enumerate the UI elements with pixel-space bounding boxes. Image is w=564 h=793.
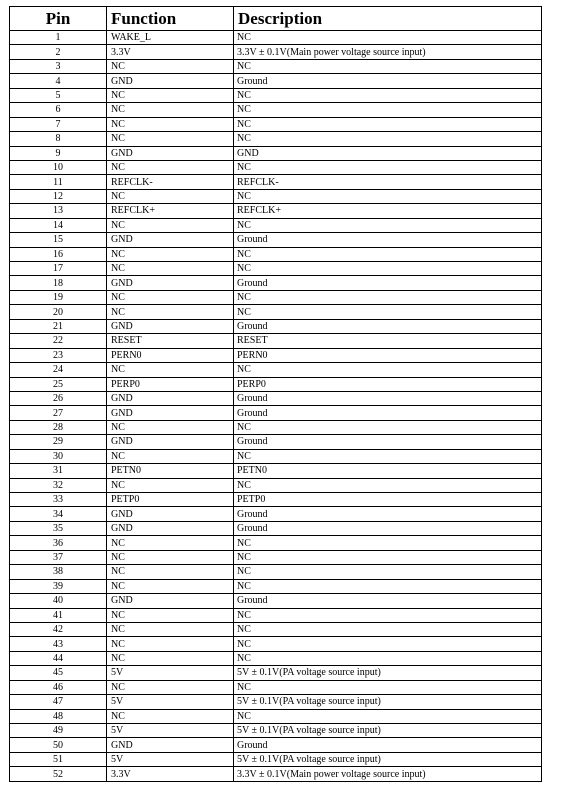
pin-cell: 46 <box>10 680 107 694</box>
table-row <box>10 464 542 478</box>
description-cell: 5V ± 0.1V(PA voltage source input) <box>234 666 542 680</box>
pin-cell: 21 <box>10 319 107 333</box>
pin-cell: 32 <box>10 478 107 492</box>
function-cell: GND <box>107 738 234 752</box>
description-cell: NC <box>234 579 542 593</box>
pin-cell: 25 <box>10 377 107 391</box>
description-cell: NC <box>234 449 542 463</box>
pin-cell: 15 <box>10 233 107 247</box>
table-row <box>10 59 542 73</box>
description-cell: NC <box>234 680 542 694</box>
table-row <box>10 493 542 507</box>
description-cell: REFCLK- <box>234 175 542 189</box>
table-row <box>10 565 542 579</box>
description-cell: NC <box>234 31 542 45</box>
description-cell: NC <box>234 608 542 622</box>
table-row <box>10 651 542 665</box>
table-row <box>10 132 542 146</box>
table-row <box>10 247 542 261</box>
description-cell: PETP0 <box>234 493 542 507</box>
pin-cell: 40 <box>10 594 107 608</box>
description-cell: Ground <box>234 521 542 535</box>
description-cell: NC <box>234 478 542 492</box>
table-row <box>10 218 542 232</box>
description-cell: Ground <box>234 276 542 290</box>
table-row <box>10 695 542 709</box>
description-cell: Ground <box>234 435 542 449</box>
table-header-row <box>10 7 542 31</box>
function-cell: NC <box>107 622 234 636</box>
column-header-description: Description <box>234 7 542 31</box>
pin-assignment-table <box>9 6 542 782</box>
description-cell: 3.3V ± 0.1V(Main power voltage source input) <box>234 767 542 781</box>
description-cell: NC <box>234 709 542 723</box>
description-cell: GND <box>234 146 542 160</box>
pin-cell: 52 <box>10 767 107 781</box>
function-cell: 5V <box>107 666 234 680</box>
pin-cell: 39 <box>10 579 107 593</box>
pin-cell: 18 <box>10 276 107 290</box>
table-row <box>10 103 542 117</box>
table-row <box>10 88 542 102</box>
description-cell: Ground <box>234 594 542 608</box>
table-row <box>10 435 542 449</box>
description-cell: Ground <box>234 74 542 88</box>
table-row <box>10 752 542 766</box>
description-cell: NC <box>234 59 542 73</box>
pin-cell: 44 <box>10 651 107 665</box>
pin-cell: 37 <box>10 550 107 564</box>
table-row <box>10 637 542 651</box>
table-row <box>10 117 542 131</box>
table-row <box>10 767 542 781</box>
description-cell: NC <box>234 247 542 261</box>
description-cell: Ground <box>234 391 542 405</box>
pin-cell: 27 <box>10 406 107 420</box>
table-row <box>10 233 542 247</box>
table-row <box>10 175 542 189</box>
function-cell: PERN0 <box>107 348 234 362</box>
pin-cell: 41 <box>10 608 107 622</box>
table-row <box>10 622 542 636</box>
pin-table-container <box>9 6 542 782</box>
description-cell: RESET <box>234 334 542 348</box>
function-cell: 3.3V <box>107 767 234 781</box>
pin-cell: 10 <box>10 160 107 174</box>
pin-cell: 5 <box>10 88 107 102</box>
pin-cell: 26 <box>10 391 107 405</box>
pin-cell: 11 <box>10 175 107 189</box>
table-row <box>10 521 542 535</box>
description-cell: Ground <box>234 507 542 521</box>
function-cell: PETP0 <box>107 493 234 507</box>
table-row <box>10 724 542 738</box>
description-cell: Ground <box>234 406 542 420</box>
pin-cell: 47 <box>10 695 107 709</box>
function-cell: NC <box>107 103 234 117</box>
pin-cell: 38 <box>10 565 107 579</box>
description-cell: PETN0 <box>234 464 542 478</box>
description-cell: NC <box>234 550 542 564</box>
pin-cell: 35 <box>10 521 107 535</box>
pin-cell: 43 <box>10 637 107 651</box>
function-cell: NC <box>107 536 234 550</box>
function-cell: NC <box>107 637 234 651</box>
pin-cell: 22 <box>10 334 107 348</box>
pin-cell: 14 <box>10 218 107 232</box>
description-cell: PERN0 <box>234 348 542 362</box>
pin-cell: 19 <box>10 290 107 304</box>
table-row <box>10 680 542 694</box>
description-cell: NC <box>234 420 542 434</box>
description-cell: Ground <box>234 233 542 247</box>
table-row <box>10 204 542 218</box>
description-cell: REFCLK+ <box>234 204 542 218</box>
description-cell: NC <box>234 262 542 276</box>
pin-cell: 48 <box>10 709 107 723</box>
function-cell: REFCLK+ <box>107 204 234 218</box>
pin-cell: 6 <box>10 103 107 117</box>
pin-cell: 9 <box>10 146 107 160</box>
table-row <box>10 334 542 348</box>
table-row <box>10 276 542 290</box>
function-cell: REFCLK- <box>107 175 234 189</box>
table-body <box>10 31 542 782</box>
table-row <box>10 507 542 521</box>
function-cell: GND <box>107 319 234 333</box>
column-header-function: Function <box>107 7 234 31</box>
description-cell: 5V ± 0.1V(PA voltage source input) <box>234 752 542 766</box>
description-cell: NC <box>234 622 542 636</box>
description-cell: Ground <box>234 319 542 333</box>
pin-cell: 24 <box>10 363 107 377</box>
table-row <box>10 420 542 434</box>
pin-cell: 12 <box>10 189 107 203</box>
description-cell: NC <box>234 651 542 665</box>
function-cell: 3.3V <box>107 45 234 59</box>
table-row <box>10 146 542 160</box>
table-row <box>10 594 542 608</box>
pin-cell: 31 <box>10 464 107 478</box>
function-cell: PERP0 <box>107 377 234 391</box>
function-cell: NC <box>107 608 234 622</box>
pin-cell: 45 <box>10 666 107 680</box>
function-cell: 5V <box>107 695 234 709</box>
function-cell: NC <box>107 363 234 377</box>
function-cell: NC <box>107 189 234 203</box>
function-cell: NC <box>107 680 234 694</box>
table-row <box>10 290 542 304</box>
table-row <box>10 189 542 203</box>
description-cell: NC <box>234 132 542 146</box>
table-row <box>10 478 542 492</box>
pin-cell: 28 <box>10 420 107 434</box>
description-cell: NC <box>234 290 542 304</box>
table-row <box>10 262 542 276</box>
function-cell: NC <box>107 290 234 304</box>
pin-cell: 30 <box>10 449 107 463</box>
function-cell: NC <box>107 218 234 232</box>
function-cell: GND <box>107 521 234 535</box>
pin-cell: 2 <box>10 45 107 59</box>
function-cell: GND <box>107 435 234 449</box>
description-cell: NC <box>234 305 542 319</box>
description-cell: NC <box>234 189 542 203</box>
pin-cell: 8 <box>10 132 107 146</box>
pin-cell: 17 <box>10 262 107 276</box>
description-cell: NC <box>234 565 542 579</box>
description-cell: NC <box>234 363 542 377</box>
description-cell: NC <box>234 117 542 131</box>
function-cell: GND <box>107 276 234 290</box>
table-row <box>10 45 542 59</box>
function-cell: NC <box>107 262 234 276</box>
function-cell: 5V <box>107 724 234 738</box>
pin-cell: 13 <box>10 204 107 218</box>
pin-cell: 7 <box>10 117 107 131</box>
description-cell: NC <box>234 218 542 232</box>
table-row <box>10 536 542 550</box>
function-cell: NC <box>107 579 234 593</box>
pin-cell: 3 <box>10 59 107 73</box>
table-row <box>10 709 542 723</box>
function-cell: NC <box>107 247 234 261</box>
description-cell: 3.3V ± 0.1V(Main power voltage source input) <box>234 45 542 59</box>
description-cell: NC <box>234 637 542 651</box>
table-row <box>10 449 542 463</box>
pin-cell: 33 <box>10 493 107 507</box>
table-row <box>10 550 542 564</box>
description-cell: NC <box>234 103 542 117</box>
pin-cell: 42 <box>10 622 107 636</box>
function-cell: NC <box>107 709 234 723</box>
pin-cell: 34 <box>10 507 107 521</box>
pin-cell: 23 <box>10 348 107 362</box>
table-row <box>10 160 542 174</box>
function-cell: GND <box>107 406 234 420</box>
table-row <box>10 738 542 752</box>
table-row <box>10 319 542 333</box>
column-header-pin: Pin <box>10 7 107 31</box>
function-cell: NC <box>107 59 234 73</box>
function-cell: 5V <box>107 752 234 766</box>
table-row <box>10 666 542 680</box>
pin-cell: 4 <box>10 74 107 88</box>
description-cell: 5V ± 0.1V(PA voltage source input) <box>234 724 542 738</box>
function-cell: NC <box>107 550 234 564</box>
description-cell: PERP0 <box>234 377 542 391</box>
table-row <box>10 348 542 362</box>
function-cell: NC <box>107 132 234 146</box>
function-cell: GND <box>107 594 234 608</box>
description-cell: NC <box>234 536 542 550</box>
pin-cell: 49 <box>10 724 107 738</box>
table-row <box>10 391 542 405</box>
pin-cell: 36 <box>10 536 107 550</box>
description-cell: NC <box>234 88 542 102</box>
pin-cell: 50 <box>10 738 107 752</box>
table-row <box>10 31 542 45</box>
pin-cell: 51 <box>10 752 107 766</box>
description-cell: NC <box>234 160 542 174</box>
function-cell: GND <box>107 507 234 521</box>
function-cell: NC <box>107 88 234 102</box>
table-row <box>10 406 542 420</box>
function-cell: NC <box>107 420 234 434</box>
table-row <box>10 608 542 622</box>
function-cell: NC <box>107 305 234 319</box>
function-cell: WAKE_L <box>107 31 234 45</box>
pin-cell: 1 <box>10 31 107 45</box>
table-row <box>10 305 542 319</box>
function-cell: NC <box>107 449 234 463</box>
table-row <box>10 579 542 593</box>
function-cell: NC <box>107 117 234 131</box>
function-cell: NC <box>107 651 234 665</box>
pin-cell: 29 <box>10 435 107 449</box>
pin-cell: 16 <box>10 247 107 261</box>
function-cell: NC <box>107 565 234 579</box>
description-cell: Ground <box>234 738 542 752</box>
function-cell: NC <box>107 478 234 492</box>
function-cell: GND <box>107 391 234 405</box>
function-cell: GND <box>107 146 234 160</box>
table-row <box>10 377 542 391</box>
description-cell: 5V ± 0.1V(PA voltage source input) <box>234 695 542 709</box>
pin-cell: 20 <box>10 305 107 319</box>
function-cell: RESET <box>107 334 234 348</box>
function-cell: GND <box>107 233 234 247</box>
function-cell: NC <box>107 160 234 174</box>
table-row <box>10 363 542 377</box>
function-cell: PETN0 <box>107 464 234 478</box>
function-cell: GND <box>107 74 234 88</box>
table-row <box>10 74 542 88</box>
